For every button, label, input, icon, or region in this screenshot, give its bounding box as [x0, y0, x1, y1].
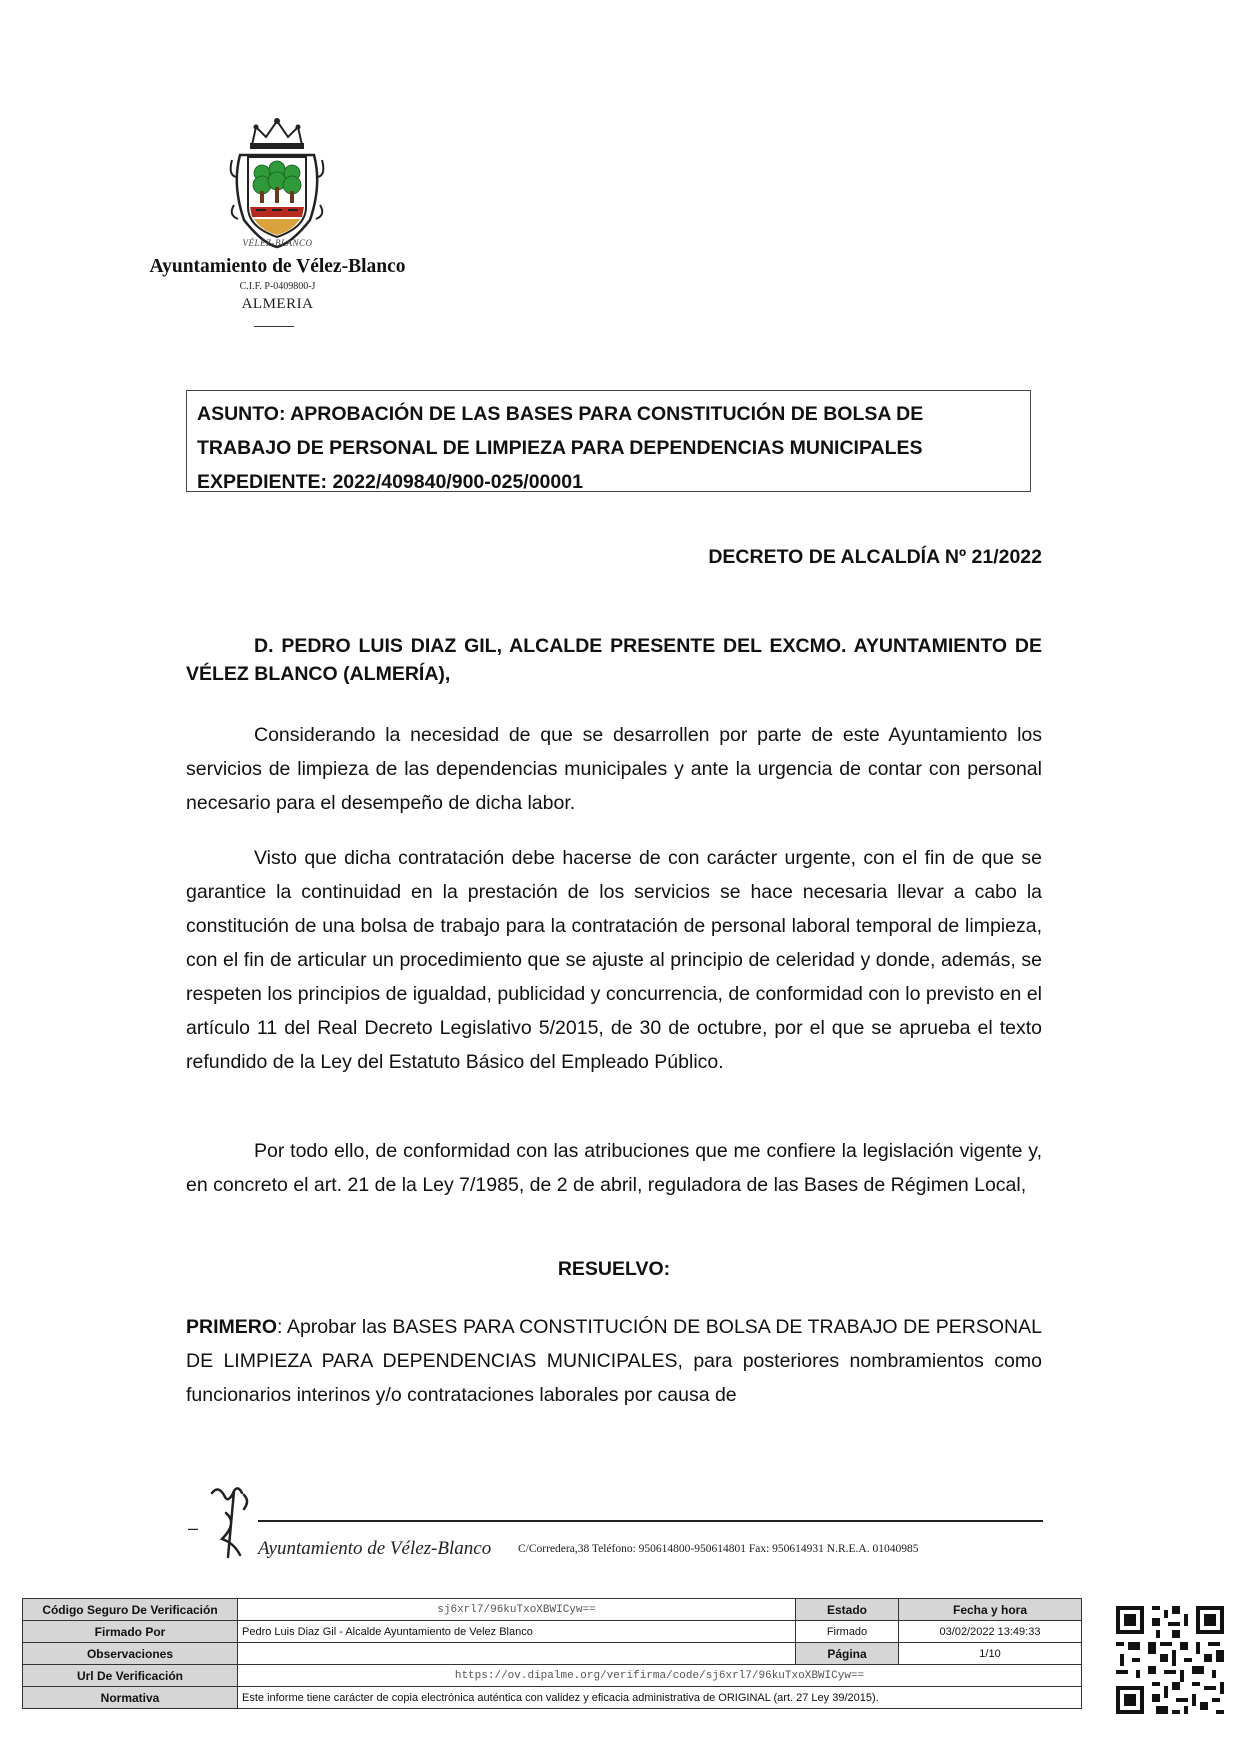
footer-ayuntamiento: Ayuntamiento de Vélez-Blanco: [258, 1538, 492, 1559]
municipal-crest-icon: [222, 115, 332, 255]
paragraph-2-text: Visto que dicha contratación debe hacerse de con carácter urgente, con el fin de que se garantice la continuidad en la prestación de los servicios se hace necesaria llevar a cabo la constitución de una bolsa de trabajo para la contratación de personal laboral temporal de limpieza, con el fin de articular un procedimiento que se ajuste al principio de celeridad y donde, además, se respeten los principios de igualdad, publicidad y concurrencia, de conformidad con lo previsto en el artículo 11 del Real Decreto Legislativo 5/2015, de 30 de octubre, por el que se aprueba el texto refundido de la Ley del Estatuto Básico del Empleado Público.: [186, 847, 1042, 1073]
resuelvo-heading: RESUELVO:: [557, 1258, 671, 1280]
table-row: [23, 1687, 1082, 1709]
estado-label: Estado: [796, 1599, 899, 1621]
pagina-label: Página: [796, 1643, 899, 1665]
decree-title: DECRETO DE ALCALDÍA Nº 21/2022: [708, 546, 1042, 568]
url-value[interactable]: https://ov.dipalme.org/verifirma/code/sj6xrl7/96kuTxoXBWICyw==: [238, 1665, 1082, 1687]
primero-paragraph: [186, 1310, 1042, 1412]
ayuntamiento-name: Ayuntamiento de Vélez-Blanco: [149, 256, 406, 277]
cif: C.I.F. P-0409800-J: [239, 281, 316, 292]
url-label: Url De Verificación: [23, 1665, 238, 1687]
qr-code-icon: [1112, 1602, 1228, 1718]
codigo-label: Código Seguro De Verificación: [23, 1599, 238, 1621]
mayor-heading-text: D. PEDRO LUIS DIAZ GIL, ALCALDE PRESENTE DEL EXCMO. AYUNTAMIENTO DE VÉLEZ BLANCO (ALMERÍA),: [186, 635, 1042, 685]
normativa-value: Este informe tiene carácter de copia electrónica auténtica con validez y eficacia administrativa de ORIGINAL (art. 27 Ley 39/2015).: [238, 1687, 1082, 1709]
paragraph-1-text: Considerando la necesidad de que se desarrollen por parte de este Ayuntamiento los servicios de limpieza de las dependencias municipales y ante la urgencia de contar con personal necesario para el desempeño de dicha labor.: [186, 724, 1042, 814]
firmado-value: Pedro Luis Diaz Gil - Alcalde Ayuntamiento de Velez Blanco: [238, 1621, 796, 1643]
fecha-label: Fecha y hora: [899, 1599, 1082, 1621]
primero-label: PRIMERO: [186, 1316, 278, 1338]
header-divider: [254, 326, 294, 327]
table-row: [23, 1665, 1082, 1687]
table-row: [23, 1599, 1082, 1621]
table-row: [23, 1621, 1082, 1643]
paragraph-1: [186, 718, 1042, 820]
normativa-label: Normativa: [23, 1687, 238, 1709]
footer-address: C/Corredera,38 Teléfono: 950614800-950614801 Fax: 950614931 N.R.E.A. 01040985: [518, 1543, 919, 1555]
firmado-label: Firmado Por: [23, 1621, 238, 1643]
subject-box: [186, 390, 1031, 492]
footer-dash: –: [188, 1518, 199, 1538]
pagina-value: 1/10: [899, 1643, 1082, 1665]
subject-line-1: ASUNTO: APROBACIÓN DE LAS BASES PARA CONSTITUCIÓN DE BOLSA DE: [197, 403, 924, 425]
observaciones-label: Observaciones: [23, 1643, 238, 1665]
footer-rule: [258, 1520, 1043, 1522]
fecha-value: 03/02/2022 13:49:33: [899, 1621, 1082, 1643]
paragraph-3: [186, 1134, 1042, 1202]
primero-text: : Aprobar las BASES PARA CONSTITUCIÓN DE BOLSA DE TRABAJO DE PERSONAL DE LIMPIEZA PARA DEPENDENCIAS MUNICIPALES, para posteriores nombramientos como funcionarios interinos y/o contrataciones laborales por causa de: [186, 1316, 1042, 1406]
table-row: [23, 1643, 1082, 1665]
estado-value: Firmado: [796, 1621, 899, 1643]
subject-line-2: TRABAJO DE PERSONAL DE LIMPIEZA PARA DEPENDENCIAS MUNICIPALES: [197, 437, 923, 459]
paragraph-2: [186, 841, 1042, 1079]
mayor-heading: [186, 632, 1042, 688]
expediente-line: EXPEDIENTE: 2022/409840/900-025/00001: [197, 471, 583, 493]
observaciones-value: [238, 1643, 796, 1665]
verification-table: [22, 1598, 1082, 1709]
provincia: ALMERIA: [241, 296, 314, 312]
paragraph-3-text: Por todo ello, de conformidad con las atribuciones que me confiere la legislación vigente y, en concreto el art. 21 de la Ley 7/1985, de 2 de abril, reguladora de las Bases de Régimen Local,: [186, 1140, 1042, 1196]
crest-motto: VÉLEZ-BLANCO: [242, 238, 313, 248]
footer-logo-icon: [204, 1483, 264, 1561]
codigo-value: sj6xrl7/96kuTxoXBWICyw==: [238, 1599, 796, 1621]
